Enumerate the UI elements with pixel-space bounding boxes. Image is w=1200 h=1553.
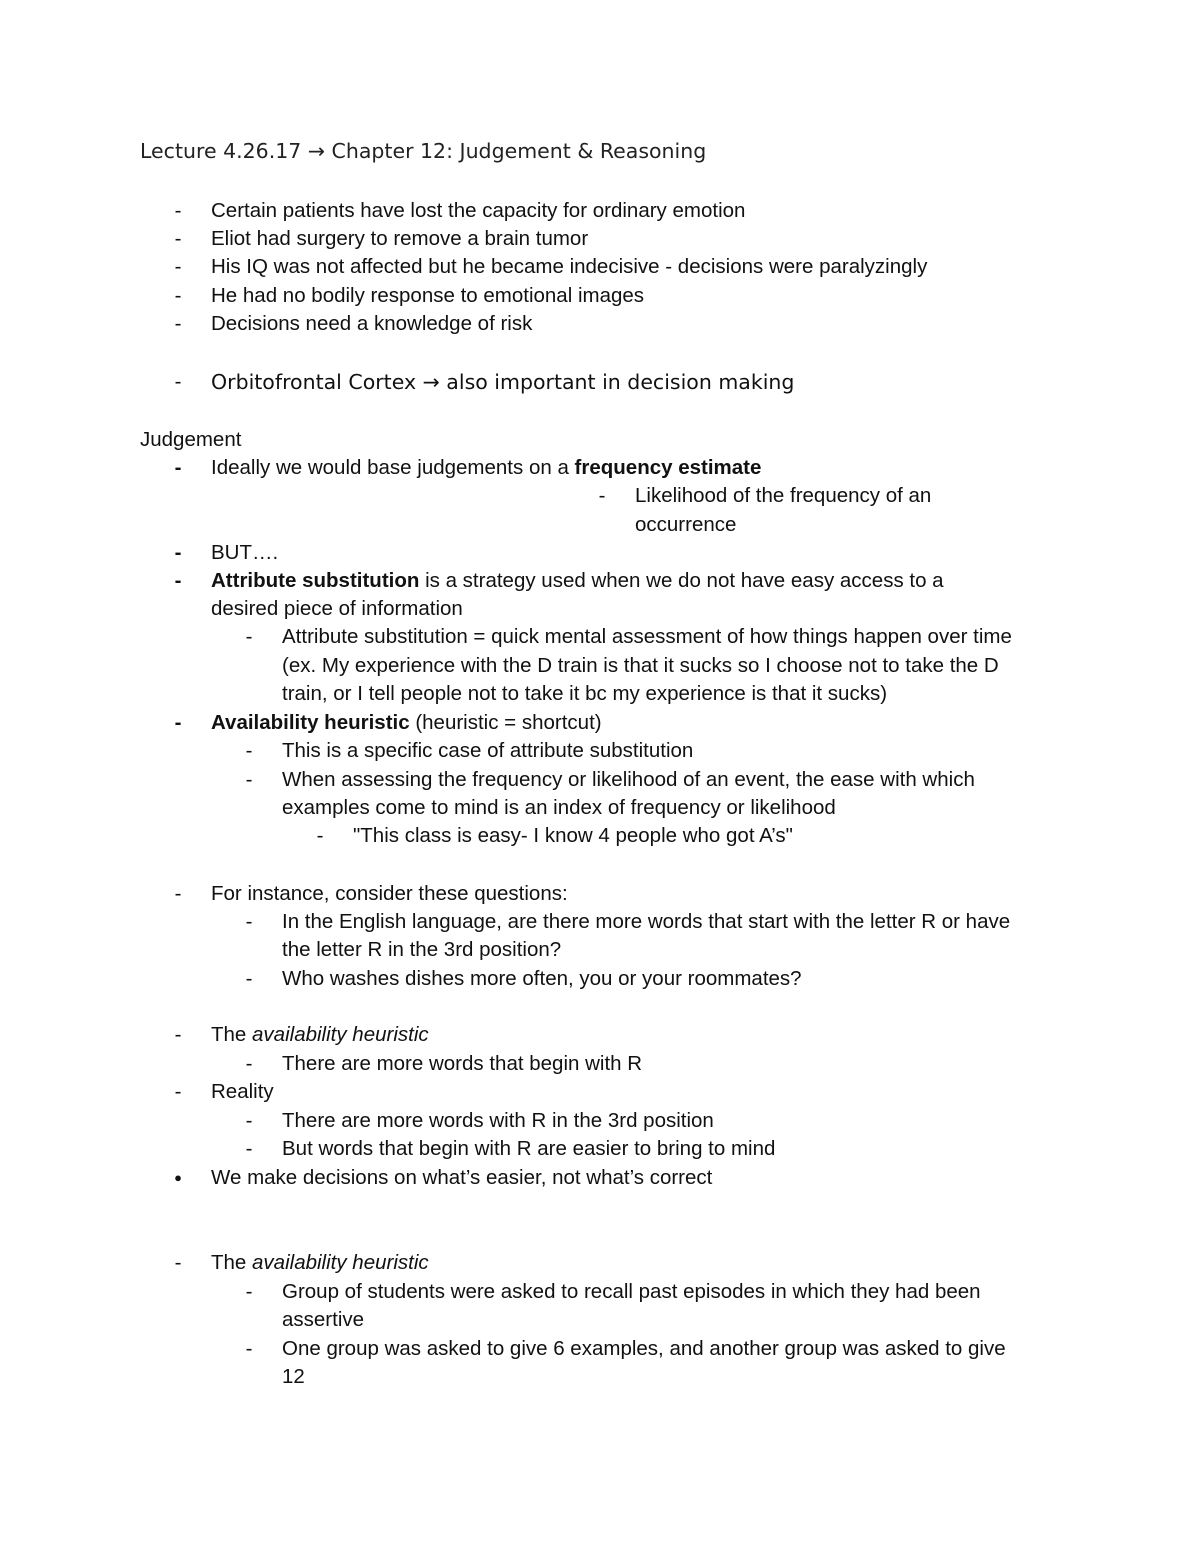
sub-sub-item-quote: "This class is easy- I know 4 people who got A’s" <box>353 824 793 847</box>
dash-marker: - <box>245 910 253 933</box>
list-item: Decisions need a knowledge of risk <box>211 312 533 335</box>
dash-marker: - <box>598 484 606 507</box>
sub-item-attribute: Attribute substitution = quick mental assessment of how things happen over time <box>282 625 1012 648</box>
italic-term: availability heuristic <box>252 1251 429 1274</box>
list-item-likelihood-cont: occurrence <box>635 513 737 536</box>
dash-marker: - <box>245 1137 253 1160</box>
sub-item: When assessing the frequency or likelihood of an event, the ease with which <box>282 768 975 791</box>
dash-marker: - <box>245 1280 253 1303</box>
section-heading-judgement: Judgement <box>140 428 242 451</box>
list-item-likelihood: Likelihood of the frequency of an <box>635 484 932 507</box>
dash-marker: - <box>245 768 253 791</box>
sub-item: But words that begin with R are easier to bring to mind <box>282 1137 776 1160</box>
dash-marker: - <box>245 1109 253 1132</box>
dash-marker: - <box>174 456 182 479</box>
list-item: The availability heuristic <box>211 1251 429 1274</box>
dash-marker: - <box>174 569 182 592</box>
list-item-conclusion: We make decisions on what’s easier, not what’s correct <box>211 1166 713 1189</box>
dash-marker: - <box>245 625 253 648</box>
dash-marker: - <box>316 824 324 847</box>
dash-marker: - <box>245 739 253 762</box>
list-item: Certain patients have lost the capacity for ordinary emotion <box>211 199 746 222</box>
dash-marker: - <box>174 1251 182 1274</box>
sub-item-question: Who washes dishes more often, you or your roommates? <box>282 967 802 990</box>
sub-item-attribute-cont: (ex. My experience with the D train is that it sucks so I choose not to take the D <box>282 654 999 677</box>
dash-marker: - <box>245 1052 253 1075</box>
dash-marker: - <box>174 541 182 564</box>
list-item-attribute: Attribute substitution is a strategy used when we do not have easy access to a <box>211 569 944 592</box>
sub-item-cont: examples come to mind is an index of frequency or likelihood <box>282 796 836 819</box>
list-item-but: BUT…. <box>211 541 279 564</box>
dash-marker: - <box>174 199 182 222</box>
dash-marker: - <box>174 312 182 335</box>
dash-marker: - <box>174 1023 182 1046</box>
list-item: Reality <box>211 1080 274 1103</box>
list-item-ideal: Ideally we would base judgements on a frequency estimate <box>211 456 762 479</box>
list-item-availability: Availability heuristic (heuristic = shortcut) <box>211 711 602 734</box>
list-item: For instance, consider these questions: <box>211 882 568 905</box>
sub-item-cont: 12 <box>282 1365 305 1388</box>
sub-item-question: In the English language, are there more words that start with the letter R or have <box>282 910 1011 933</box>
page-title: Lecture 4.26.17 → Chapter 12: Judgement & Reasoning <box>140 139 707 163</box>
dash-marker: - <box>174 1080 182 1103</box>
list-item: He had no bodily response to emotional images <box>211 284 645 307</box>
list-item: His IQ was not affected but he became indecisive - decisions were paralyzingly <box>211 255 928 278</box>
sub-item-cont: assertive <box>282 1308 365 1331</box>
list-item: Eliot had surgery to remove a brain tumor <box>211 227 589 250</box>
sub-item: There are more words that begin with R <box>282 1052 643 1075</box>
sub-item-attribute-cont: train, or I tell people not to take it bc my experience is that it sucks) <box>282 682 888 705</box>
sub-item: This is a specific case of attribute substitution <box>282 739 694 762</box>
dash-marker: - <box>174 882 182 905</box>
dash-marker: - <box>174 370 182 393</box>
dash-marker: - <box>174 284 182 307</box>
dash-marker: - <box>245 1337 253 1360</box>
list-item-orbitofrontal: Orbitofrontal Cortex → also important in decision making <box>211 370 795 394</box>
dash-marker: - <box>174 227 182 250</box>
italic-term: availability heuristic <box>252 1023 429 1046</box>
bold-term: Availability heuristic <box>211 711 410 734</box>
sub-item-question-cont: the letter R in the 3rd position? <box>282 938 562 961</box>
list-item: The availability heuristic <box>211 1023 429 1046</box>
dash-marker: - <box>174 255 182 278</box>
bold-term: Attribute substitution <box>211 569 420 592</box>
list-item-attribute-cont: desired piece of information <box>211 597 463 620</box>
sub-item: There are more words with R in the 3rd position <box>282 1109 714 1132</box>
bullet-marker: ● <box>174 1170 182 1185</box>
bold-term: frequency estimate <box>574 456 762 479</box>
dash-marker: - <box>174 711 182 734</box>
sub-item: Group of students were asked to recall past episodes in which they had been <box>282 1280 981 1303</box>
sub-item: One group was asked to give 6 examples, and another group was asked to give <box>282 1337 1006 1360</box>
dash-marker: - <box>245 967 253 990</box>
